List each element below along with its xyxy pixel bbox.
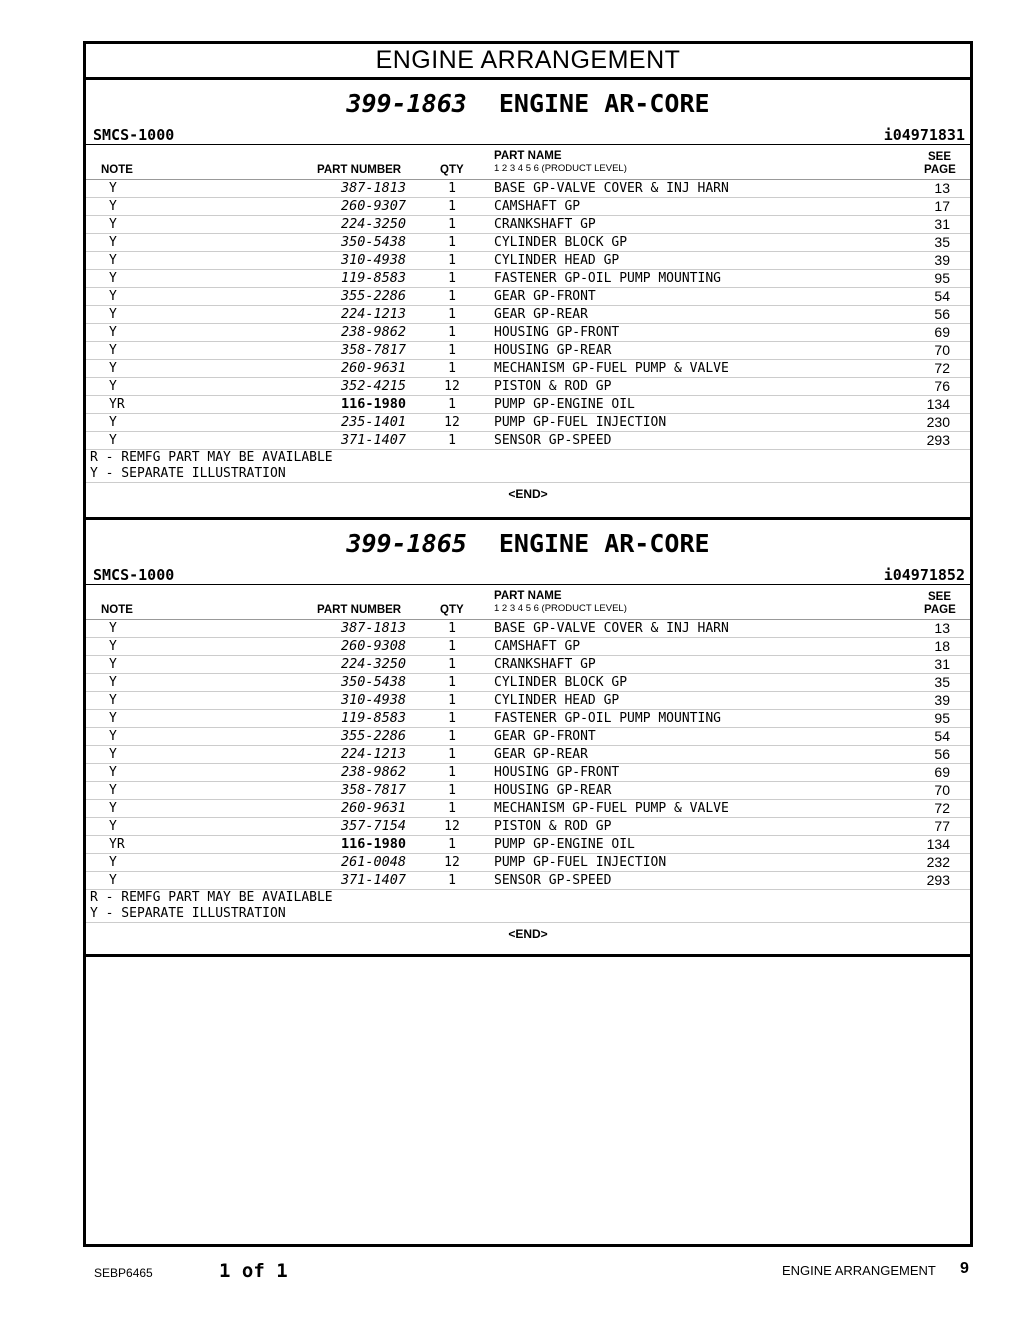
table-row	[86, 836, 970, 854]
part-name-cell: PUMP GP-ENGINE OIL	[494, 397, 635, 412]
see-page-cell: 35	[934, 234, 950, 250]
table-row	[86, 378, 970, 396]
part-number-cell: 261-0048	[340, 854, 406, 870]
qty-cell: 1	[448, 657, 456, 672]
illustration-id: i04971831	[883, 126, 965, 144]
part-name-cell: MECHANISM GP-FUEL PUMP & VALVE	[494, 801, 729, 816]
table-row	[86, 674, 970, 692]
qty-cell: 1	[448, 621, 456, 636]
part-number-cell: 310-4938	[340, 692, 406, 708]
part-number-cell: 350-5438	[340, 234, 406, 250]
note-cell: Y	[109, 747, 117, 762]
part-number-cell: 224-1213	[340, 306, 406, 322]
section-heading	[86, 520, 970, 560]
part-name-cell: FASTENER GP-OIL PUMP MOUNTING	[494, 271, 721, 286]
table-row	[86, 432, 970, 450]
qty-cell: 1	[448, 253, 456, 268]
see-page-cell: 69	[934, 764, 950, 780]
qty-cell: 1	[448, 199, 456, 214]
see-page-cell: 232	[926, 854, 950, 870]
col-part-number: PART NUMBER	[317, 164, 402, 176]
table-row	[86, 782, 970, 800]
qty-cell: 1	[448, 747, 456, 762]
col-qty: QTY	[440, 164, 464, 176]
note-cell: Y	[109, 199, 117, 214]
see-page-cell: 54	[934, 288, 950, 304]
smcs-row	[86, 560, 970, 584]
see-page-cell: 56	[934, 306, 950, 322]
part-number-cell: 260-9307	[340, 198, 406, 214]
table-row	[86, 252, 970, 270]
part-number-cell: 352-4215	[340, 378, 406, 394]
qty-cell: 1	[448, 361, 456, 376]
see-page-cell: 35	[934, 674, 950, 690]
qty-cell: 12	[444, 379, 460, 394]
part-name-cell: SENSOR GP-SPEED	[494, 433, 612, 448]
col-part-number: PART NUMBER	[317, 604, 402, 616]
note-cell: Y	[109, 181, 117, 196]
part-number-cell: 387-1813	[340, 180, 406, 196]
part-number-cell: 224-3250	[340, 656, 406, 672]
see-page-cell: 293	[926, 872, 950, 888]
qty-cell: 1	[448, 783, 456, 798]
note-cell: Y	[109, 271, 117, 286]
qty-cell: 1	[448, 675, 456, 690]
legend-line-r: R - REMFG PART MAY BE AVAILABLE	[90, 450, 333, 465]
see-page-cell: 54	[934, 728, 950, 744]
parts-section-2	[86, 520, 970, 957]
note-cell: Y	[109, 711, 117, 726]
col-page: PAGE	[924, 604, 956, 616]
part-name-cell: BASE GP-VALVE COVER & INJ HARN	[494, 621, 729, 636]
part-number-cell: 238-9862	[340, 324, 406, 340]
see-page-cell: 95	[934, 270, 950, 286]
table-row	[86, 198, 970, 216]
see-page-cell: 134	[926, 396, 950, 412]
table-row	[86, 710, 970, 728]
part-number-cell: 260-9308	[340, 638, 406, 654]
part-name-cell: PUMP GP-FUEL INJECTION	[494, 415, 667, 430]
note-cell: YR	[109, 397, 125, 412]
qty-cell: 1	[448, 307, 456, 322]
document-id: SEBP6465	[94, 1266, 153, 1280]
part-number-cell: 116-1980	[340, 396, 406, 412]
part-name-cell: PISTON & ROD GP	[494, 819, 612, 834]
page-number: 9	[960, 1260, 969, 1277]
part-name-cell: PUMP GP-ENGINE OIL	[494, 837, 635, 852]
col-product-levels: 1 2 3 4 5 6 (PRODUCT LEVEL)	[494, 603, 627, 614]
part-number-cell: 358-7817	[340, 342, 406, 358]
note-cell: Y	[109, 361, 117, 376]
part-name-cell: CYLINDER HEAD GP	[494, 693, 620, 708]
qty-cell: 12	[444, 855, 460, 870]
part-name-cell: MECHANISM GP-FUEL PUMP & VALVE	[494, 361, 729, 376]
note-cell: Y	[109, 343, 117, 358]
section-heading	[86, 80, 970, 120]
note-cell: Y	[109, 379, 117, 394]
qty-cell: 1	[448, 325, 456, 340]
section-part-number: 399-1863	[346, 89, 467, 118]
see-page-cell: 39	[934, 692, 950, 708]
note-cell: Y	[109, 639, 117, 654]
illustration-id: i04971852	[883, 566, 965, 584]
table-row	[86, 414, 970, 432]
table-row	[86, 800, 970, 818]
smcs-code: SMCS-1000	[93, 126, 175, 144]
qty-cell: 1	[448, 801, 456, 816]
footer-section-title: ENGINE ARRANGEMENT	[782, 1263, 936, 1278]
part-name-cell: CRANKSHAFT GP	[494, 217, 596, 232]
note-cell: Y	[109, 415, 117, 430]
section-name: ENGINE AR-CORE	[498, 89, 710, 118]
part-number-cell: 371-1407	[340, 872, 406, 888]
end-marker: <END>	[508, 927, 548, 941]
table-row	[86, 818, 970, 836]
part-name-cell: CRANKSHAFT GP	[494, 657, 596, 672]
table-row	[86, 728, 970, 746]
col-see: SEE	[928, 151, 952, 163]
part-name-cell: PISTON & ROD GP	[494, 379, 612, 394]
part-name-cell: GEAR GP-REAR	[494, 307, 588, 322]
legend-line-y: Y - SEPARATE ILLUSTRATION	[90, 465, 286, 481]
part-name-cell: HOUSING GP-REAR	[494, 783, 612, 798]
col-note: NOTE	[101, 604, 133, 616]
col-qty: QTY	[440, 604, 464, 616]
legend	[86, 450, 970, 483]
note-cell: Y	[109, 253, 117, 268]
see-page-cell: 56	[934, 746, 950, 762]
part-name-cell: GEAR GP-REAR	[494, 747, 588, 762]
qty-cell: 1	[448, 693, 456, 708]
see-page-cell: 18	[934, 638, 950, 654]
part-name-cell: CAMSHAFT GP	[494, 639, 581, 654]
qty-cell: 1	[448, 711, 456, 726]
qty-cell: 1	[448, 289, 456, 304]
table-row	[86, 234, 970, 252]
qty-cell: 1	[448, 729, 456, 744]
note-cell: Y	[109, 801, 117, 816]
see-page-cell: 31	[934, 656, 950, 672]
part-number-cell: 355-2286	[340, 728, 406, 744]
smcs-code: SMCS-1000	[93, 566, 175, 584]
legend-line-r: R - REMFG PART MAY BE AVAILABLE	[90, 890, 333, 905]
see-page-cell: 230	[926, 414, 950, 430]
part-name-cell: SENSOR GP-SPEED	[494, 873, 612, 888]
part-name-cell: GEAR GP-FRONT	[494, 289, 596, 304]
table-row	[86, 764, 970, 782]
part-name-cell: CYLINDER BLOCK GP	[494, 235, 628, 250]
page-title: ENGINE ARRANGEMENT	[86, 44, 970, 80]
col-page: PAGE	[924, 164, 956, 176]
table-row	[86, 360, 970, 378]
note-cell: Y	[109, 873, 117, 888]
table-row	[86, 638, 970, 656]
note-cell: Y	[109, 217, 117, 232]
table-row	[86, 306, 970, 324]
note-cell: YR	[109, 837, 125, 852]
see-page-cell: 70	[934, 782, 950, 798]
part-number-cell: 224-3250	[340, 216, 406, 232]
part-name-cell: FASTENER GP-OIL PUMP MOUNTING	[494, 711, 721, 726]
col-note: NOTE	[101, 164, 133, 176]
qty-cell: 1	[448, 217, 456, 232]
qty-cell: 1	[448, 433, 456, 448]
see-page-cell: 72	[934, 360, 950, 376]
see-page-cell: 72	[934, 800, 950, 816]
section-name: ENGINE AR-CORE	[498, 529, 710, 558]
note-cell: Y	[109, 235, 117, 250]
note-cell: Y	[109, 765, 117, 780]
part-number-cell: 235-1401	[340, 414, 406, 430]
qty-cell: 1	[448, 639, 456, 654]
qty-cell: 1	[448, 873, 456, 888]
note-cell: Y	[109, 307, 117, 322]
part-number-cell: 357-7154	[340, 818, 406, 834]
qty-cell: 1	[448, 235, 456, 250]
qty-cell: 1	[448, 397, 456, 412]
part-number-cell: 387-1813	[340, 620, 406, 636]
part-name-cell: HOUSING GP-FRONT	[494, 765, 620, 780]
qty-cell: 12	[444, 415, 460, 430]
end-marker: <END>	[508, 487, 548, 501]
part-number-cell: 355-2286	[340, 288, 406, 304]
part-number-cell: 116-1980	[340, 836, 406, 852]
qty-cell: 1	[448, 765, 456, 780]
table-row	[86, 692, 970, 710]
column-header	[86, 584, 970, 620]
see-page-cell: 134	[926, 836, 950, 852]
note-cell: Y	[109, 657, 117, 672]
table-row	[86, 342, 970, 360]
legend-line-y: Y - SEPARATE ILLUSTRATION	[90, 905, 286, 921]
parts-list	[86, 620, 970, 890]
part-name-cell: CAMSHAFT GP	[494, 199, 581, 214]
see-page-cell: 95	[934, 710, 950, 726]
qty-cell: 1	[448, 271, 456, 286]
col-product-levels: 1 2 3 4 5 6 (PRODUCT LEVEL)	[494, 163, 627, 174]
part-number-cell: 260-9631	[340, 800, 406, 816]
part-number-cell: 119-8583	[340, 710, 406, 726]
part-name-cell: PUMP GP-FUEL INJECTION	[494, 855, 667, 870]
see-page-cell: 17	[934, 198, 950, 214]
table-row	[86, 288, 970, 306]
column-header	[86, 144, 970, 180]
note-cell: Y	[109, 783, 117, 798]
page-footer	[0, 1258, 1020, 1288]
part-name-cell: CYLINDER BLOCK GP	[494, 675, 628, 690]
part-number-cell: 260-9631	[340, 360, 406, 376]
see-page-cell: 69	[934, 324, 950, 340]
parts-section-1	[86, 80, 970, 520]
see-page-cell: 70	[934, 342, 950, 358]
qty-cell: 12	[444, 819, 460, 834]
part-number-cell: 310-4938	[340, 252, 406, 268]
part-number-cell: 238-9862	[340, 764, 406, 780]
note-cell: Y	[109, 433, 117, 448]
part-number-cell: 350-5438	[340, 674, 406, 690]
part-name-cell: HOUSING GP-REAR	[494, 343, 612, 358]
note-cell: Y	[109, 855, 117, 870]
table-row	[86, 872, 970, 890]
table-row	[86, 216, 970, 234]
note-cell: Y	[109, 729, 117, 744]
table-row	[86, 324, 970, 342]
page-frame	[83, 41, 973, 1247]
table-row	[86, 396, 970, 414]
see-page-cell: 31	[934, 216, 950, 232]
part-number-cell: 119-8583	[340, 270, 406, 286]
qty-cell: 1	[448, 343, 456, 358]
smcs-row	[86, 120, 970, 144]
note-cell: Y	[109, 675, 117, 690]
section-part-number: 399-1865	[346, 529, 467, 558]
legend	[86, 890, 970, 923]
qty-cell: 1	[448, 837, 456, 852]
note-cell: Y	[109, 819, 117, 834]
note-cell: Y	[109, 693, 117, 708]
see-page-cell: 76	[934, 378, 950, 394]
see-page-cell: 293	[926, 432, 950, 448]
table-row	[86, 270, 970, 288]
table-row	[86, 656, 970, 674]
note-cell: Y	[109, 621, 117, 636]
part-name-cell: GEAR GP-FRONT	[494, 729, 596, 744]
col-part-name: PART NAME	[494, 150, 562, 162]
table-row	[86, 620, 970, 638]
part-number-cell: 358-7817	[340, 782, 406, 798]
note-cell: Y	[109, 325, 117, 340]
part-name-cell: BASE GP-VALVE COVER & INJ HARN	[494, 181, 729, 196]
part-number-cell: 371-1407	[340, 432, 406, 448]
table-row	[86, 854, 970, 872]
see-page-cell: 13	[934, 180, 950, 196]
see-page-cell: 77	[934, 818, 950, 834]
col-part-name: PART NAME	[494, 590, 562, 602]
part-number-cell: 224-1213	[340, 746, 406, 762]
see-page-cell: 13	[934, 620, 950, 636]
note-cell: Y	[109, 289, 117, 304]
parts-list	[86, 180, 970, 450]
page-count: 1 of 1	[219, 1260, 288, 1282]
col-see: SEE	[928, 591, 952, 603]
qty-cell: 1	[448, 181, 456, 196]
table-row	[86, 746, 970, 764]
table-row	[86, 180, 970, 198]
part-name-cell: HOUSING GP-FRONT	[494, 325, 620, 340]
part-name-cell: CYLINDER HEAD GP	[494, 253, 620, 268]
see-page-cell: 39	[934, 252, 950, 268]
